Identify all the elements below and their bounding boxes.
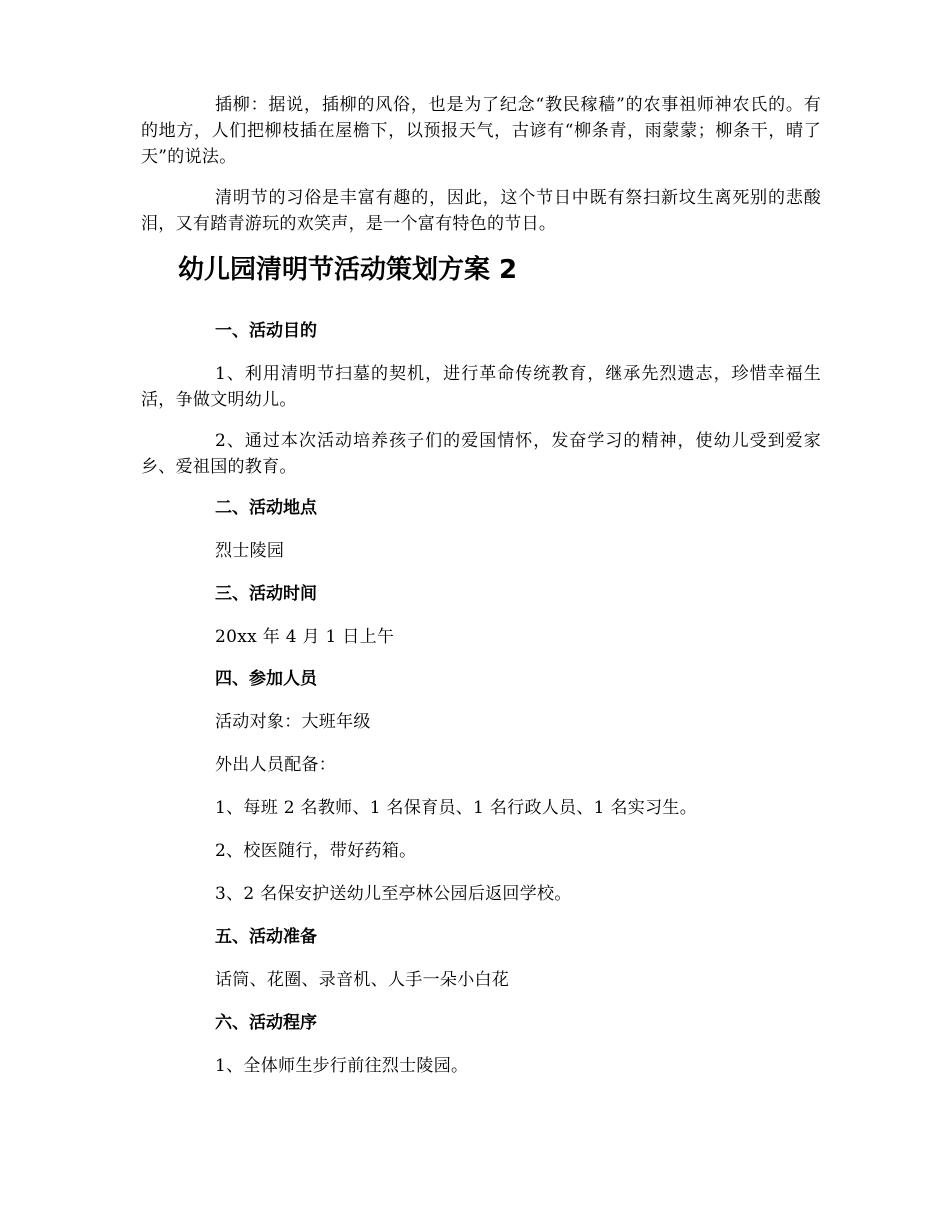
purpose-item-1: 1、利用清明节扫墓的契机，进行革命传统教育，继承先烈遗志，珍惜幸福生活，争做文明幼儿。 [141, 364, 821, 410]
document-title: 幼儿园清明节活动策划方案 2 [178, 255, 518, 285]
preparation-text: 话筒、花圈、录音机、人手一朵小白花 [215, 970, 510, 990]
purpose-item-2: 2、通过本次活动培养孩子们的爱国情怀，发奋学习的精神，使幼儿受到爱家乡、爱祖国的教育。 [141, 431, 821, 477]
section-heading-time: 三、活动时间 [215, 584, 317, 604]
section-heading-purpose: 一、活动目的 [215, 321, 317, 341]
participants-item-2: 2、校医随行，带好药箱。 [215, 841, 417, 861]
section-heading-location: 二、活动地点 [215, 498, 317, 518]
intro-paragraph-chaliu: 插柳：据说，插柳的风俗，也是为了纪念“教民稼穑”的农事祖师神农氏的。有的地方，人们把柳枝插在屋檐下，以预报天气，古谚有“柳条青，雨蒙蒙；柳条干，晴了天”的说法。 [141, 95, 821, 167]
time-text: 20xx 年 4 月 1 日上午 [215, 627, 395, 647]
location-text: 烈士陵园 [215, 541, 285, 561]
participants-target: 活动对象：大班年级 [215, 712, 371, 732]
section-heading-preparation: 五、活动准备 [215, 927, 317, 947]
section-heading-participants: 四、参加人员 [215, 669, 317, 689]
participants-item-1: 1、每班 2 名教师、1 名保育员、1 名行政人员、1 名实习生。 [215, 798, 697, 818]
procedure-item-1: 1、全体师生步行前往烈士陵园。 [215, 1056, 469, 1076]
participants-item-3: 3、2 名保安护送幼儿至亭林公园后返回学校。 [215, 884, 572, 904]
section-heading-procedure: 六、活动程序 [215, 1013, 317, 1033]
intro-paragraph-customs: 清明节的习俗是丰富有趣的，因此，这个节日中既有祭扫新坟生离死别的悲酸泪，又有踏青游玩的欢笑声，是一个富有特色的节日。 [141, 188, 821, 234]
participants-staff-label: 外出人员配备： [215, 755, 337, 775]
